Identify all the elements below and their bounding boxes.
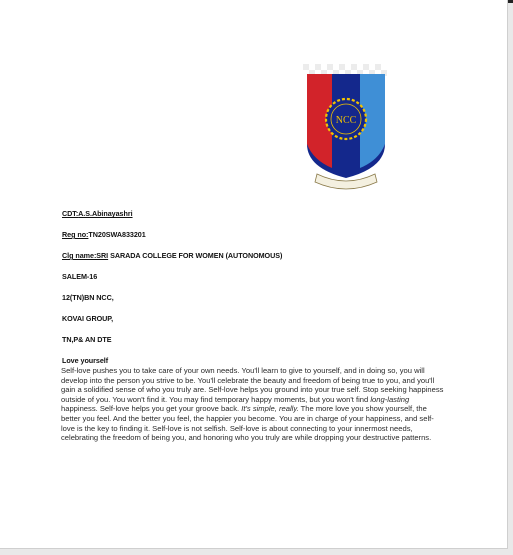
- essay-paragraph: [61, 366, 447, 443]
- cadet-prefix: CDT:: [62, 209, 79, 218]
- body-emphasis-1: long-lasting: [370, 394, 410, 404]
- reg-line: [62, 230, 146, 239]
- college-line: [62, 251, 282, 260]
- body-text-1: Self-love pushes you to take care of your own needs. You'll learn to give to yourself, and in doing so, you will develop into the person you strive to be. You'll celebrate the beauty and freedom of being true to you, and you'll gain a solidified sense of who you truly are. Self-love helps you ground into your true self. Stop seeking happiness outside of you. You won't find it. You may find temporary happy moments, but you won't find: [61, 366, 444, 404]
- dte-line: TN,P& AN DTE: [62, 335, 112, 344]
- reg-number: TN20SWA833201: [88, 230, 146, 239]
- college-label: Clg name:SRI: [62, 251, 109, 260]
- body-emphasis-2: It's simple, really.: [241, 404, 299, 414]
- cadet-line: [62, 209, 133, 218]
- ncc-logo: [303, 64, 389, 193]
- cadet-name: A.S.Abinayashri: [78, 209, 133, 218]
- city-line: SALEM-16: [62, 272, 98, 281]
- body-text-3: The more love you show yourself, the better you feel. And the better you feel, the happier you become. You are in charge of your happiness, and self-love is the key to finding it. Self-love is not selfish. Self-love is about connecting to your innermost needs, celebrating the freedom of being you, and honoring who you truly are while dropping your destructive patterns.: [61, 404, 434, 443]
- logo-text: NCC: [335, 115, 357, 126]
- reg-prefix: Reg no:: [62, 230, 89, 239]
- essay-title: Love yourself: [62, 356, 109, 365]
- body-text-2: happiness. Self-love helps you get your groove back.: [61, 404, 242, 414]
- group-line: KOVAI GROUP,: [62, 314, 114, 323]
- essay-body: [61, 366, 447, 443]
- college-name: SARADA COLLEGE FOR WOMEN (AUTONOMOUS): [108, 251, 283, 260]
- unit-line: 12(TN)BN NCC,: [62, 293, 114, 302]
